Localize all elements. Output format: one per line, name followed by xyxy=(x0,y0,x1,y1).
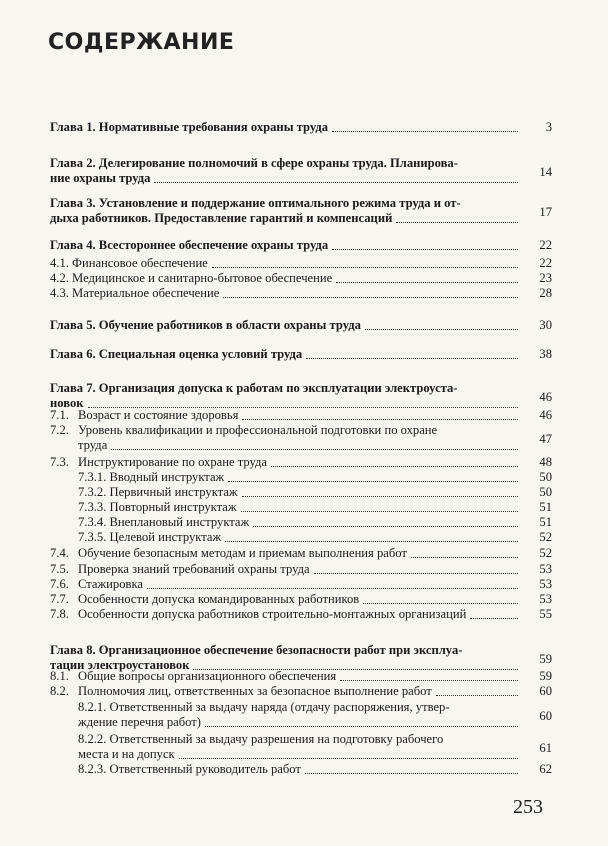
dot-leader xyxy=(336,281,518,283)
toc-page-number: 52 xyxy=(539,546,552,560)
toc-chapter-line xyxy=(50,171,522,186)
toc-page-number: 38 xyxy=(539,347,552,361)
toc-line-content xyxy=(78,747,522,762)
toc-page-number: 30 xyxy=(539,318,552,332)
dot-leader xyxy=(212,266,518,268)
toc-section-line xyxy=(50,669,522,684)
toc-page-number: 17 xyxy=(539,205,552,219)
dot-leader xyxy=(242,418,518,420)
toc-section-number: 7.2. xyxy=(50,423,69,437)
toc-section-number: 7.6. xyxy=(50,577,69,591)
dot-leader xyxy=(242,495,518,497)
toc-subsection-line xyxy=(78,700,522,715)
toc-line-content xyxy=(50,546,522,561)
toc-page-number: 59 xyxy=(539,652,552,666)
toc-subsection-line xyxy=(78,530,522,545)
toc-entry-text: 8.2.3. Ответственный руководитель работ xyxy=(78,762,301,776)
dot-leader xyxy=(314,572,518,574)
toc-line-content xyxy=(50,171,522,186)
dot-leader xyxy=(470,617,518,619)
toc-line-content xyxy=(78,470,522,485)
toc-entry-text: 7.3.1. Вводный инструктаж xyxy=(78,470,225,484)
toc-entry-text: Глава 4. Всестороннее обеспечение охраны труда xyxy=(50,238,329,252)
dot-leader xyxy=(228,480,518,482)
toc-page-number: 14 xyxy=(539,165,552,179)
toc-section-number: 7.3. xyxy=(50,455,69,469)
toc-entry-text: 7.3.4. Внеплановый инструктаж xyxy=(78,515,250,529)
toc-entry-text: места и на допуск xyxy=(78,747,175,761)
toc-entry-text: тации электроустановок xyxy=(50,658,190,672)
toc-section-line xyxy=(50,286,522,301)
toc-subsection-line xyxy=(78,470,522,485)
toc-section-line xyxy=(50,562,522,577)
toc-page-number: 50 xyxy=(539,485,552,499)
toc-line-content xyxy=(50,592,522,607)
toc-entry-text: ние охраны труда xyxy=(50,171,151,185)
toc-entry-text: Глава 8. Организационное обеспечение безопасности работ при эксплуа- xyxy=(50,643,463,657)
toc-subsection-line xyxy=(78,762,522,777)
toc-page-number: 3 xyxy=(545,120,552,134)
dot-leader xyxy=(111,448,518,450)
toc-line-content xyxy=(50,381,522,396)
toc-section-line xyxy=(50,438,522,453)
toc-entry-text: ждение перечня работ) xyxy=(78,715,201,729)
toc-entry-text: 7.3.2. Первичный инструктаж xyxy=(78,485,238,499)
dot-leader xyxy=(306,357,518,359)
toc-section-line xyxy=(50,546,522,561)
toc-line-content xyxy=(50,238,522,253)
toc-entry-text: Глава 6. Специальная оценка условий труда xyxy=(50,347,303,361)
toc-entry-text: Глава 1. Нормативные требования охраны труда xyxy=(50,120,329,134)
toc-page-number: 22 xyxy=(539,256,552,270)
toc-entry-text: 7.3.3. Повторный инструктаж xyxy=(78,500,237,514)
toc-subsection-line xyxy=(78,485,522,500)
toc-entry-text: Возраст и состояние здоровья xyxy=(78,408,239,422)
toc-entry-text: Общие вопросы организационного обеспечения xyxy=(78,669,337,683)
toc-line-content xyxy=(78,700,522,715)
toc-chapter-line xyxy=(50,238,522,253)
toc-entry-text: Глава 3. Установление и поддержание оптимального режима труда и от- xyxy=(50,196,461,210)
toc-chapter-line xyxy=(50,211,522,226)
toc-section-number: 7.1. xyxy=(50,408,69,422)
toc-entry-text: Особенности допуска работников строительно-монтажных организаций xyxy=(78,607,467,621)
toc-line-content xyxy=(50,286,522,301)
toc-page-number: 50 xyxy=(539,470,552,484)
toc-entry-text: 8.2.1. Ответственный за выдачу наряда (отдачу распоряжения, утвер- xyxy=(78,700,450,714)
toc-line-content xyxy=(78,515,522,530)
toc-chapter-line xyxy=(50,643,522,658)
toc-section-line xyxy=(50,577,522,592)
toc-page-number: 47 xyxy=(539,432,552,446)
dot-leader xyxy=(179,757,518,759)
toc-line-content xyxy=(50,256,522,271)
toc-line-content xyxy=(50,120,522,135)
dot-leader xyxy=(396,221,518,223)
toc-page-number: 51 xyxy=(539,515,552,529)
toc-line-content xyxy=(78,732,522,747)
toc-line-content xyxy=(78,485,522,500)
dot-leader xyxy=(411,556,518,558)
toc-entry-text: Стажировка xyxy=(78,577,143,591)
dot-leader xyxy=(340,679,518,681)
dot-leader xyxy=(332,130,518,132)
toc-entry-text: 8.2.2. Ответственный за выдачу разрешения на подготовку рабочего xyxy=(78,732,444,746)
toc-subsection-line xyxy=(78,747,522,762)
toc-line-content xyxy=(50,438,522,453)
dot-leader xyxy=(363,602,518,604)
toc-page-number: 53 xyxy=(539,562,552,576)
toc-entry-text: 4.3. Материальное обеспечение xyxy=(50,286,220,300)
toc-line-content xyxy=(50,318,522,333)
toc-section-number: 8.2. xyxy=(50,684,69,698)
toc-section-number: 7.7. xyxy=(50,592,69,606)
toc-line-content xyxy=(78,715,522,730)
page-title: СОДЕРЖАНИЕ xyxy=(48,30,235,55)
toc-page-number: 23 xyxy=(539,271,552,285)
toc-entry-text: дыха работников. Предоставление гарантий и компенсаций xyxy=(50,211,393,225)
toc-line-content xyxy=(78,530,522,545)
toc-chapter-line xyxy=(50,381,522,396)
toc-chapter-line xyxy=(50,120,522,135)
toc-subsection-line xyxy=(78,515,522,530)
dot-leader xyxy=(365,328,518,330)
toc-entry-text: Глава 2. Делегирование полномочий в сфере охраны труда. Планирова- xyxy=(50,156,458,170)
toc-line-content xyxy=(50,271,522,286)
toc-line-content xyxy=(50,684,522,699)
toc-section-number: 8.1. xyxy=(50,669,69,683)
dot-leader xyxy=(253,525,518,527)
toc-chapter-line xyxy=(50,347,522,362)
dot-leader xyxy=(241,510,518,512)
dot-leader xyxy=(305,772,518,774)
toc-subsection-line xyxy=(78,732,522,747)
toc-entry-text: Полномочия лиц, ответственных за безопасное выполнение работ xyxy=(78,684,432,698)
toc-line-content xyxy=(78,762,522,777)
toc-page-number: 55 xyxy=(539,607,552,621)
dot-leader xyxy=(332,248,518,250)
toc-entry-text: новок xyxy=(50,396,84,410)
toc-line-content xyxy=(50,196,522,211)
toc-section-number: 7.8. xyxy=(50,607,69,621)
toc-section-line xyxy=(50,455,522,470)
toc-page-number: 53 xyxy=(539,577,552,591)
toc-line-content xyxy=(50,423,522,438)
toc-page-number: 52 xyxy=(539,530,552,544)
toc-entry-text: 4.1. Финансовое обеспечение xyxy=(50,256,208,270)
dot-leader xyxy=(154,181,518,183)
toc-line-content xyxy=(50,643,522,658)
dot-leader xyxy=(225,540,518,542)
toc-entry-text: 7.3.5. Целевой инструктаж xyxy=(78,530,222,544)
page-number: 253 xyxy=(513,796,543,818)
toc-line-content xyxy=(50,211,522,226)
toc-line-content xyxy=(50,156,522,171)
toc-page-number: 62 xyxy=(539,762,552,776)
toc-page-number: 48 xyxy=(539,455,552,469)
toc-page-number: 46 xyxy=(539,390,552,404)
toc-line-content xyxy=(50,347,522,362)
toc-line-content xyxy=(50,577,522,592)
toc-entry-text: Глава 5. Обучение работников в области охраны труда xyxy=(50,318,361,332)
toc-section-number: 7.5. xyxy=(50,562,69,576)
toc-page-number: 22 xyxy=(539,238,552,252)
toc-page-number: 61 xyxy=(539,741,552,755)
toc-line-content xyxy=(50,455,522,470)
toc-line-content xyxy=(50,669,522,684)
dot-leader xyxy=(271,465,518,467)
dot-leader xyxy=(147,587,518,589)
toc-entry-text: Особенности допуска командированных работников xyxy=(78,592,360,606)
toc-page-number: 59 xyxy=(539,669,552,683)
dot-leader xyxy=(223,296,518,298)
toc-section-line xyxy=(50,256,522,271)
toc-entry-text: Инструктирование по охране труда xyxy=(78,455,268,469)
toc-section-line xyxy=(50,592,522,607)
toc-section-line xyxy=(50,684,522,699)
toc-page-number: 51 xyxy=(539,500,552,514)
toc-section-line xyxy=(50,607,522,622)
dot-leader xyxy=(436,694,518,696)
toc-page-number: 60 xyxy=(539,684,552,698)
toc-subsection-line xyxy=(78,500,522,515)
toc-line-content xyxy=(50,607,522,622)
toc-page-number: 28 xyxy=(539,286,552,300)
toc-entry-text: труда xyxy=(78,438,108,452)
toc-chapter-line xyxy=(50,156,522,171)
toc-section-number: 7.4. xyxy=(50,546,69,560)
toc-entry-text: 4.2. Медицинское и санитарно-бытовое обеспечение xyxy=(50,271,333,285)
toc-section-line xyxy=(50,408,522,423)
toc-page-number: 46 xyxy=(539,408,552,422)
toc-subsection-line xyxy=(78,715,522,730)
toc-entry-text: Обучение безопасным методам и приемам выполнения работ xyxy=(78,546,407,560)
toc-page-number: 60 xyxy=(539,709,552,723)
toc-entry-text: Глава 7. Организация допуска к работам по эксплуатации электроуста- xyxy=(50,381,458,395)
toc-line-content xyxy=(78,500,522,515)
toc-chapter-line xyxy=(50,318,522,333)
toc-page-number: 53 xyxy=(539,592,552,606)
toc-entry-text: Уровень квалификации и профессиональной подготовки по охране xyxy=(78,423,438,437)
toc-line-content xyxy=(50,408,522,423)
toc-line-content xyxy=(50,562,522,577)
toc-section-line xyxy=(50,423,522,438)
dot-leader xyxy=(205,725,518,727)
toc-chapter-line xyxy=(50,196,522,211)
toc-section-line xyxy=(50,271,522,286)
toc-entry-text: Проверка знаний требований охраны труда xyxy=(78,562,310,576)
